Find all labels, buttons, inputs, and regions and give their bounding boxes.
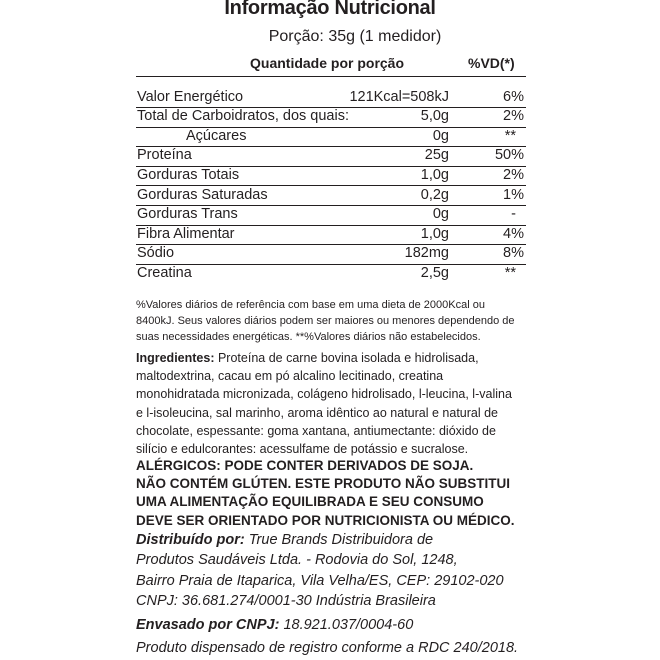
nutrient-quantity: 2,5g — [420, 264, 449, 281]
ingredients-line: monohidratada micronizada, colágeno hidrolisado, l-leucina, l-valina — [136, 387, 512, 402]
nutrient-quantity: 5,0g — [420, 108, 449, 125]
nutrient-daily-value: 50% — [494, 147, 524, 164]
nutrient-daily-value: 2% — [503, 108, 524, 125]
nutrient-name: Gorduras Totais — [137, 166, 240, 183]
allergy-line: ALÉRGICOS: PODE CONTER DERIVADOS DE SOJA. — [136, 458, 474, 473]
nutrient-row — [136, 226, 526, 246]
nutrient-row — [136, 89, 526, 109]
nutrient-daily-value: 4% — [503, 225, 524, 242]
allergy-line: DEVE SER ORIENTADO POR NUTRICIONISTA OU MÉDICO. — [136, 512, 515, 528]
header-divider — [136, 76, 526, 77]
packaged-cnpj: 18.921.037/0004-60 — [279, 617, 414, 633]
nutrient-quantity: 182mg — [404, 245, 449, 262]
nutrient-daily-value: 2% — [503, 166, 524, 183]
nutrient-name: Fibra Alimentar — [137, 225, 235, 242]
allergy-line: NÃO CONTÉM GLÚTEN. ESTE PRODUTO NÃO SUBSTITUI — [136, 476, 511, 492]
footnote — [136, 297, 526, 345]
nutrient-name: Valor Energético — [137, 88, 244, 105]
header-quantity: Quantidade por porção — [250, 55, 405, 71]
nutrient-daily-value: - — [511, 206, 516, 223]
header-daily-value: %VD(*) — [468, 55, 515, 71]
nutrient-name: Creatina — [137, 264, 192, 281]
ingredients-label: Ingredientes: — [136, 351, 215, 365]
ingredients-line: silício e edulcorantes: acessulfame de potássio e sucralose. — [136, 442, 469, 457]
ingredients-line: chocolate, espessante: goma xantana, antiumectante: dióxido de — [136, 423, 496, 438]
nutrient-name: Açúcares — [186, 127, 247, 144]
nutrient-quantity: 0g — [432, 127, 449, 144]
footnote-line: suas necessidades energéticas. **%Valores diários não estabelecidos. — [136, 331, 481, 343]
packaged-by — [136, 617, 526, 633]
nutrient-daily-value: ** — [504, 264, 516, 281]
nutrient-daily-value: 1% — [503, 186, 524, 203]
packaged-label: Envasado por CNPJ: — [136, 617, 280, 633]
nutrient-name: Gorduras Trans — [137, 206, 238, 223]
portion-size: Porção: 35g (1 medidor) — [268, 28, 442, 45]
nutrient-row — [136, 187, 526, 207]
nutrient-row — [136, 147, 526, 167]
nutrient-row — [136, 108, 526, 128]
ingredients-line — [136, 349, 526, 367]
distributor-line: Produtos Saudáveis Ltda. - Rodovia do Sol, 1248, — [136, 552, 458, 569]
footnote-line: 8400kJ. Seus valores diários podem ser maiores ou menores dependendo de — [136, 315, 515, 327]
distributor-line — [136, 530, 526, 550]
nutrient-row — [136, 245, 526, 265]
distributor-info — [136, 530, 526, 611]
distributor-line: CNPJ: 36.681.274/0001-30 Indústria Brasileira — [136, 592, 436, 609]
nutrient-name: Total de Carboidratos, dos quais: — [137, 108, 349, 125]
nutrient-daily-value: 8% — [503, 245, 524, 262]
allergy-warning — [136, 457, 526, 530]
footnote-line: %Valores diários de referência com base em uma dieta de 2000Kcal ou — [136, 299, 485, 311]
nutrient-row — [136, 167, 526, 187]
nutrient-quantity: 0,2g — [420, 186, 449, 203]
registration-note: Produto dispensado de registro conforme a RDC 240/2018. — [136, 640, 519, 656]
nutrient-row — [136, 128, 526, 148]
ingredients — [136, 349, 526, 458]
nutrient-quantity: 1,0g — [420, 225, 449, 242]
nutrient-daily-value: 6% — [503, 88, 524, 105]
distributor-label: Distribuído por: — [136, 532, 245, 548]
distributor-name: True Brands Distribuidora de — [244, 532, 434, 548]
nutrient-name: Proteína — [137, 147, 192, 164]
ingredients-line: e l-isoleucina, sal marinho, aroma idêntico ao natural e natural de — [136, 405, 499, 420]
nutrient-row — [136, 206, 526, 226]
nutrient-quantity: 121Kcal=508kJ — [349, 88, 449, 105]
nutrient-row — [136, 265, 526, 285]
nutrient-quantity: 25g — [424, 147, 449, 164]
label-title: Informação Nutricional — [224, 0, 436, 19]
allergy-line: UMA ALIMENTAÇÃO EQUILIBRADA E SEU CONSUMO — [136, 494, 484, 510]
nutrient-name: Gorduras Saturadas — [137, 186, 268, 203]
nutrient-name: Sódio — [137, 245, 175, 262]
nutrient-daily-value: ** — [504, 127, 516, 144]
ingredients-line: maltodextrina, cacau em pó alcalino lecitinado, creatina — [136, 369, 444, 384]
nutrient-quantity: 1,0g — [420, 166, 449, 183]
nutrient-quantity: 0g — [432, 206, 449, 223]
distributor-line: Bairro Praia de Itaparica, Vila Velha/ES, CEP: 29102-020 — [136, 572, 504, 589]
ingredients-text: Proteína de carne bovina isolada e hidrolisada, — [214, 351, 479, 365]
